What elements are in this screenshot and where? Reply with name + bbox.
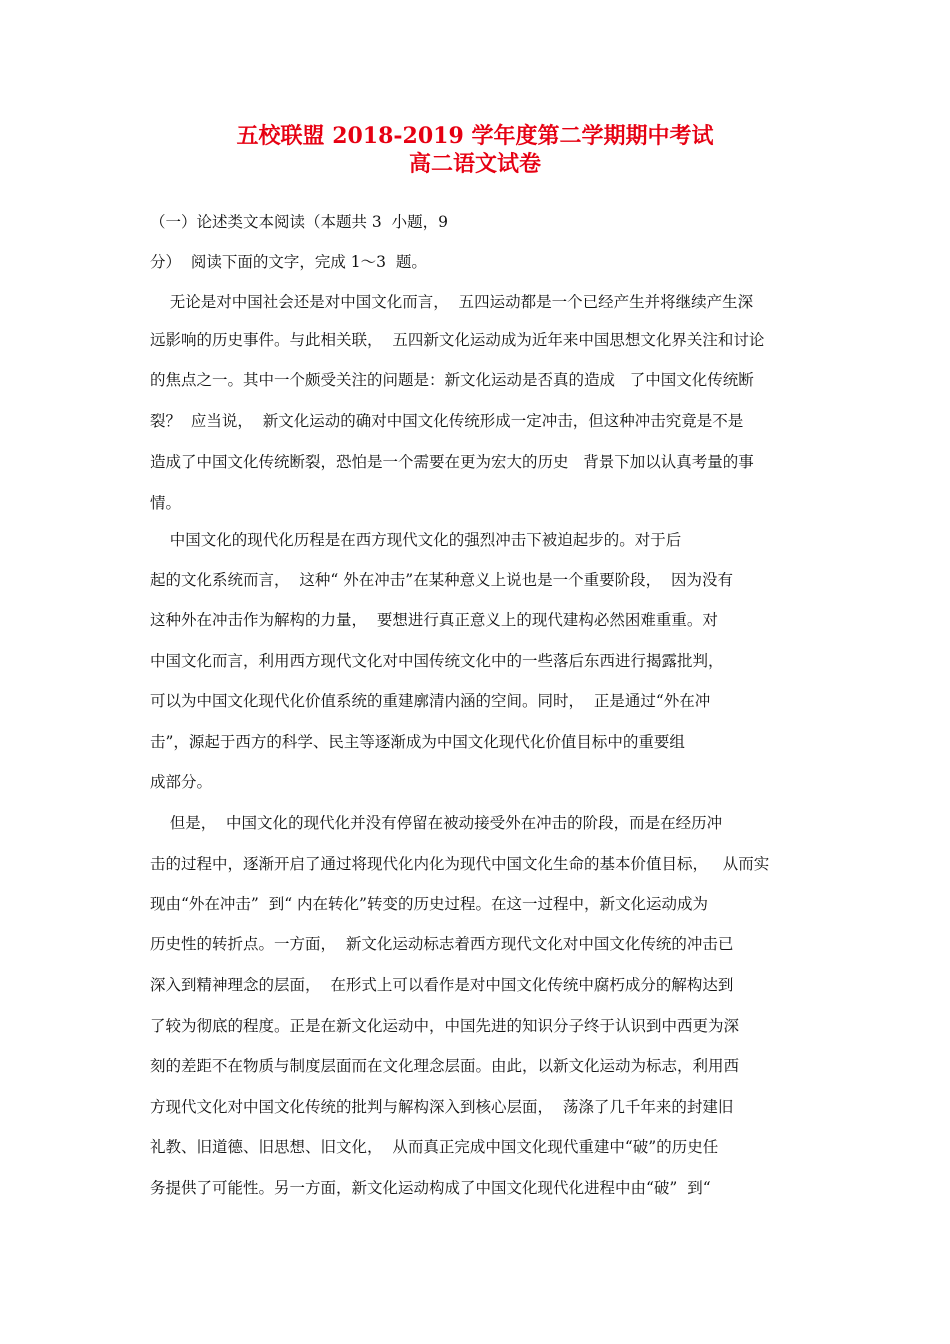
body-line: 无论是对中国社会还是对中国文化而言， 五四运动都是一个已经产生并将继续产生深: [150, 293, 754, 311]
body-line: 的焦点之一。其中一个颇受关注的问题是：新文化运动是否真的造成 了中国文化传统断: [150, 371, 754, 389]
body-line: 中国文化而言，利用西方现代文化对中国传统文化中的一些落后东西进行揭露批判，: [150, 652, 724, 670]
body-line: 起的文化系统而言， 这种“ 外在冲击”在某种意义上说也是一个重要阶段， 因为没有: [150, 571, 733, 589]
exam-subtitle: 高二语文试卷: [408, 151, 541, 177]
section-heading-line-1: （一）论述类文本阅读（本题共 3 小题，9: [150, 213, 449, 231]
body-line: 刻的差距不在物质与制度层面而在文化理念层面。由此，以新文化运动为标志，利用西: [150, 1057, 740, 1075]
exam-title: 五校联盟 2018-2019 学年度第二学期期中考试: [236, 123, 714, 149]
section-heading-line-2: 分） 阅读下面的文字，完成 1～3 题。: [150, 253, 427, 271]
body-line: 击的过程中，逐渐开启了通过将现代化内化为现代中国文化生命的基本价值目标， 从而实: [150, 855, 770, 873]
body-line: 了较为彻底的程度。正是在新文化运动中，中国先进的知识分子终于认识到中西更为深: [150, 1017, 740, 1035]
body-line: 中国文化的现代化历程是在西方现代文化的强烈冲击下被迫起步的。对于后: [150, 531, 682, 549]
body-line: 历史性的转折点。一方面， 新文化运动标志着西方现代文化对中国文化传统的冲击已: [150, 935, 734, 953]
body-line: 但是， 中国文化的现代化并没有停留在被动接受外在冲击的阶段，而是在经历冲: [150, 814, 723, 832]
body-line: 现由“外在冲击” 到“ 内在转化”转变的历史过程。在这一过程中，新文化运动成为: [150, 895, 708, 913]
body-line: 成部分。: [150, 773, 213, 791]
body-line: 击”，源起于西方的科学、民主等逐渐成为中国文化现代化价值目标中的重要组: [150, 733, 685, 751]
body-line: 可以为中国文化现代化价值系统的重建廓清内涵的空间。同时， 正是通过“外在冲: [150, 692, 711, 710]
body-line: 裂？ 应当说， 新文化运动的确对中国文化传统形成一定冲击，但这种冲击究竟是不是: [150, 412, 744, 430]
body-line: 这种外在冲击作为解构的力量， 要想进行真正意义上的现代建构必然困难重重。对: [150, 611, 718, 629]
body-line: 礼教、旧道德、旧思想、旧文化， 从而真正完成中国文化现代重建中“破”的历史任: [150, 1138, 719, 1156]
body-line: 方现代文化对中国文化传统的批判与解构深入到核心层面， 荡涤了几千年来的封建旧: [150, 1098, 734, 1116]
body-line: 务提供了可能性。另一方面，新文化运动构成了中国文化现代化进程中由“破” 到“: [150, 1179, 711, 1197]
body-line: 远影响的历史事件。与此相关联， 五四新文化运动成为近年来中国思想文化界关注和讨论: [150, 331, 765, 349]
body-line: 情。: [150, 494, 182, 512]
body-line: 造成了中国文化传统断裂，恐怕是一个需要在更为宏大的历史 背景下加以认真考量的事: [150, 453, 754, 471]
body-line: 深入到精神理念的层面， 在形式上可以看作是对中国文化传统中腐朽成分的解构达到: [150, 976, 734, 994]
